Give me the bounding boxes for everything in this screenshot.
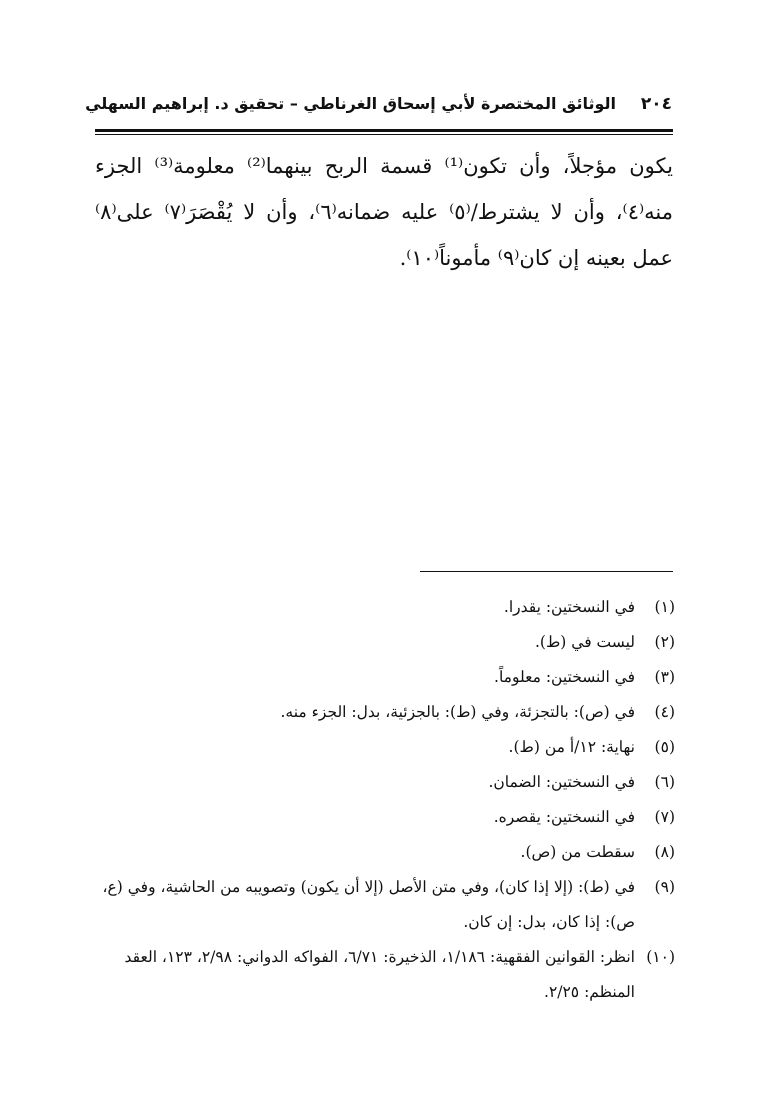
footnote-number: (٨) [654, 843, 675, 861]
footnote-text: في النسختين: يقصره. [493, 808, 635, 826]
footnote [95, 660, 675, 695]
header-rule-thin [95, 134, 673, 135]
footnote-number: (١) [654, 598, 675, 616]
footnote-number: (١٠) [646, 948, 675, 966]
footnote [95, 730, 675, 765]
running-title: الوثائق المختصرة لأبي إسحاق الغرناطي – تحقيق د. إبراهيم السهلي [85, 94, 616, 113]
footnote-number: (٤) [654, 703, 675, 721]
footnote-text: ليست في (ط). [535, 633, 635, 651]
footnote [95, 625, 675, 660]
footnote [95, 940, 675, 1010]
body-paragraph: يكون مؤجلاً، وأن تكون⁽¹⁾ قسمة الربح بينهما⁽²⁾ معلومة⁽³⁾ الجزء منه⁽٤⁾، وأن لا يشترط/⁽٥⁾ عليه ضمانه⁽٦⁾، وأن لا يُقْصَرَ⁽٧⁾ على⁽٨⁾ عمل بعينه إن كان⁽٩⁾ مأموناً⁽١٠⁾. [95, 154, 673, 270]
footnote-text: في (ص): بالتجزئة، وفي (ط): بالجزئية، بدل: الجزء منه. [280, 703, 635, 721]
footnote [95, 765, 675, 800]
footnote-text: نهاية: ١٢/أ من (ط). [508, 738, 635, 756]
footnote [95, 800, 675, 835]
footnote [95, 835, 675, 870]
page-number: ٢٠٤ [640, 94, 672, 114]
footnote-separator [420, 571, 673, 572]
footnote [95, 695, 675, 730]
footnote [95, 870, 675, 940]
footnote-number: (٩) [654, 878, 675, 896]
footnote-text: في النسختين: الضمان. [488, 773, 635, 791]
footnote-number: (٦) [654, 773, 675, 791]
footnotes [95, 590, 675, 1010]
header-rule [95, 129, 673, 132]
footnote-number: (٧) [654, 808, 675, 826]
running-header [85, 92, 672, 122]
footnote-text: انظر: القوانين الفقهية: ١/١٨٦، الذخيرة: ٦/٧١، الفواكه الدواني: ٢/٩٨، ١٢٣، العقد المنظم: ٢/٢٥. [124, 948, 635, 1001]
footnote-text: سقطت من (ص). [520, 843, 635, 861]
footnote-text: في النسختين: يقدرا. [503, 598, 635, 616]
footnote-number: (٣) [654, 668, 675, 686]
body-text [95, 143, 673, 281]
footnote-number: (٥) [654, 738, 675, 756]
footnote-number: (٢) [654, 633, 675, 651]
footnote [95, 590, 675, 625]
footnote-text: في (ط): (إلا إذا كان)، وفي متن الأصل (إلا أن يكون) وتصويبه من الحاشية، وفي (ع، ص): إذا كان، بدل: إن كان. [102, 878, 635, 931]
footnote-text: في النسختين: معلوماً. [494, 668, 635, 686]
